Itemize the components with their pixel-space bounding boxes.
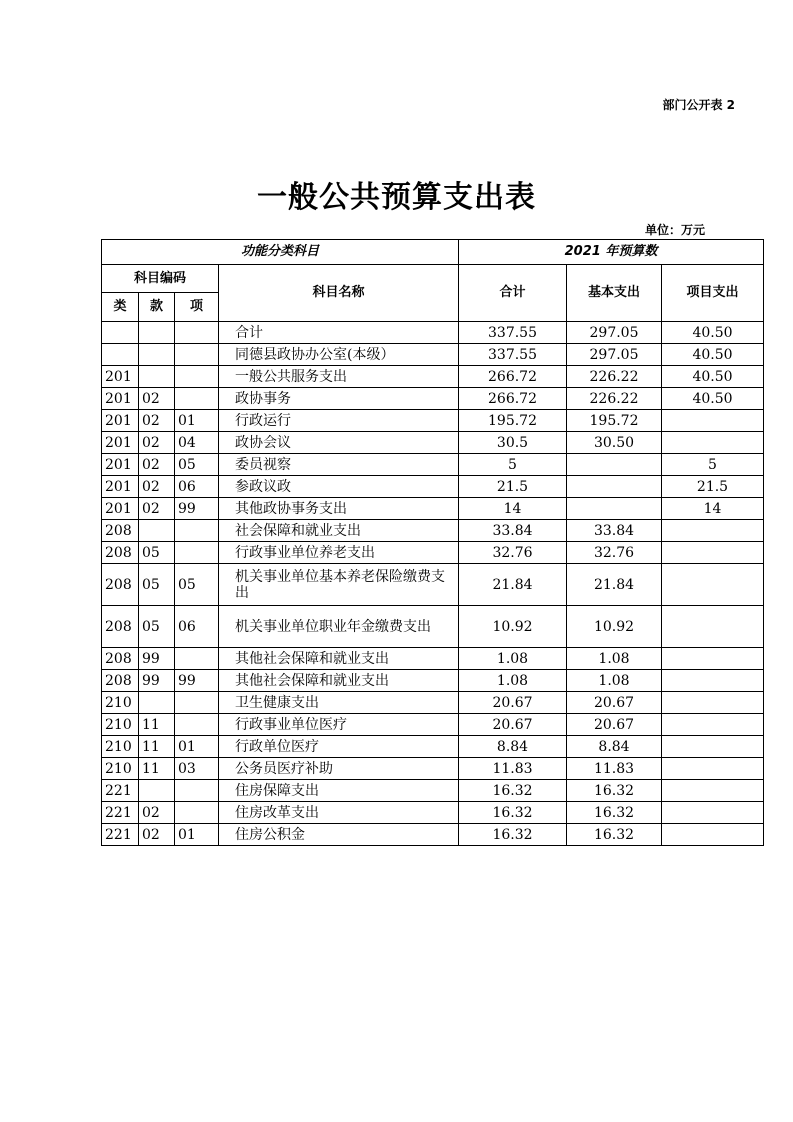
cell-total: 1.08 [459, 648, 567, 670]
cell-kuan: 02 [139, 498, 175, 520]
cell-project [662, 432, 764, 454]
cell-kuan: 02 [139, 824, 175, 846]
cell-kuan: 05 [139, 564, 175, 606]
table-row [102, 410, 764, 432]
cell-lei: 201 [102, 454, 139, 476]
cell-basic: 16.32 [567, 824, 662, 846]
table-row [102, 366, 764, 388]
cell-basic: 1.08 [567, 670, 662, 692]
table-row [102, 824, 764, 846]
cell-xiang [175, 542, 219, 564]
table-row [102, 498, 764, 520]
cell-total: 5 [459, 454, 567, 476]
cell-basic: 10.92 [567, 606, 662, 648]
budget-table [101, 239, 764, 846]
table-row [102, 542, 764, 564]
table-row [102, 432, 764, 454]
cell-xiang [175, 520, 219, 542]
header-row-2 [102, 265, 764, 293]
cell-kuan: 02 [139, 802, 175, 824]
cell-xiang: 05 [175, 454, 219, 476]
cell-xiang [175, 802, 219, 824]
cell-basic: 226.22 [567, 388, 662, 410]
cell-project: 40.50 [662, 388, 764, 410]
table-row [102, 564, 764, 606]
cell-basic: 32.76 [567, 542, 662, 564]
cell-total: 11.83 [459, 758, 567, 780]
cell-xiang [175, 648, 219, 670]
cell-kuan: 02 [139, 432, 175, 454]
header-total: 合计 [459, 265, 567, 322]
table-row [102, 606, 764, 648]
cell-total: 16.32 [459, 824, 567, 846]
cell-basic: 20.67 [567, 692, 662, 714]
header-group-row [102, 240, 764, 265]
cell-project [662, 692, 764, 714]
cell-lei: 208 [102, 606, 139, 648]
cell-project: 40.50 [662, 322, 764, 344]
cell-xiang: 06 [175, 606, 219, 648]
cell-lei: 208 [102, 520, 139, 542]
cell-project: 21.5 [662, 476, 764, 498]
cell-kuan: 11 [139, 736, 175, 758]
header-xiang: 项 [175, 293, 219, 322]
cell-basic: 33.84 [567, 520, 662, 542]
cell-xiang: 01 [175, 736, 219, 758]
cell-kuan: 99 [139, 670, 175, 692]
cell-basic: 297.05 [567, 344, 662, 366]
cell-total: 337.55 [459, 322, 567, 344]
cell-subject-name: 行政事业单位养老支出 [219, 542, 459, 564]
cell-basic: 16.32 [567, 780, 662, 802]
cell-subject-name: 委员视察 [219, 454, 459, 476]
cell-kuan: 02 [139, 388, 175, 410]
table-row [102, 344, 764, 366]
cell-xiang [175, 366, 219, 388]
cell-xiang [175, 322, 219, 344]
cell-basic: 8.84 [567, 736, 662, 758]
cell-project [662, 758, 764, 780]
cell-subject-name: 其他政协事务支出 [219, 498, 459, 520]
cell-total: 266.72 [459, 388, 567, 410]
cell-xiang [175, 714, 219, 736]
cell-total: 337.55 [459, 344, 567, 366]
cell-kuan: 11 [139, 714, 175, 736]
cell-xiang: 04 [175, 432, 219, 454]
cell-xiang [175, 692, 219, 714]
cell-lei: 201 [102, 432, 139, 454]
unit-label: 单位：万元 [644, 223, 705, 237]
cell-subject-name: 行政运行 [219, 410, 459, 432]
cell-kuan: 02 [139, 410, 175, 432]
cell-total: 1.08 [459, 670, 567, 692]
table-row [102, 648, 764, 670]
cell-project [662, 736, 764, 758]
table-row [102, 736, 764, 758]
cell-xiang [175, 780, 219, 802]
header-project-expense: 项目支出 [662, 265, 764, 322]
cell-total: 30.5 [459, 432, 567, 454]
cell-subject-name: 行政事业单位医疗 [219, 714, 459, 736]
cell-kuan [139, 366, 175, 388]
header-function-category: 功能分类科目 [102, 240, 459, 265]
cell-subject-name: 政协会议 [219, 432, 459, 454]
cell-xiang [175, 344, 219, 366]
cell-project [662, 410, 764, 432]
cell-project [662, 520, 764, 542]
cell-kuan [139, 520, 175, 542]
cell-subject-name: 参政议政 [219, 476, 459, 498]
cell-subject-name: 住房保障支出 [219, 780, 459, 802]
cell-lei: 208 [102, 648, 139, 670]
cell-project [662, 780, 764, 802]
cell-project: 40.50 [662, 366, 764, 388]
cell-subject-name: 同德县政协办公室(本级） [219, 344, 459, 366]
cell-lei: 208 [102, 670, 139, 692]
cell-subject-name: 行政单位医疗 [219, 736, 459, 758]
header-budget-year: 2021 年预算数 [459, 240, 764, 265]
cell-lei: 201 [102, 476, 139, 498]
table-row [102, 476, 764, 498]
cell-total: 20.67 [459, 714, 567, 736]
cell-project [662, 564, 764, 606]
table-row [102, 802, 764, 824]
cell-kuan: 02 [139, 476, 175, 498]
cell-total: 266.72 [459, 366, 567, 388]
cell-subject-name: 公务员医疗补助 [219, 758, 459, 780]
cell-basic: 226.22 [567, 366, 662, 388]
cell-xiang: 99 [175, 670, 219, 692]
cell-basic: 11.83 [567, 758, 662, 780]
cell-basic: 30.50 [567, 432, 662, 454]
cell-kuan [139, 692, 175, 714]
cell-project: 5 [662, 454, 764, 476]
cell-total: 10.92 [459, 606, 567, 648]
cell-subject-name: 机关事业单位职业年金缴费支出 [219, 606, 459, 648]
cell-lei: 210 [102, 758, 139, 780]
cell-kuan [139, 780, 175, 802]
cell-xiang: 06 [175, 476, 219, 498]
table-row [102, 780, 764, 802]
cell-lei: 201 [102, 366, 139, 388]
table-row [102, 670, 764, 692]
cell-xiang: 03 [175, 758, 219, 780]
cell-project [662, 648, 764, 670]
cell-project [662, 670, 764, 692]
table-number-label: 部门公开表 2 [662, 98, 735, 112]
cell-subject-name: 卫生健康支出 [219, 692, 459, 714]
cell-lei [102, 322, 139, 344]
cell-project [662, 824, 764, 846]
cell-total: 14 [459, 498, 567, 520]
cell-xiang [175, 388, 219, 410]
cell-lei: 221 [102, 824, 139, 846]
cell-lei: 201 [102, 498, 139, 520]
cell-subject-name: 其他社会保障和就业支出 [219, 670, 459, 692]
cell-subject-name: 一般公共服务支出 [219, 366, 459, 388]
table-row [102, 758, 764, 780]
cell-project [662, 802, 764, 824]
cell-total: 21.84 [459, 564, 567, 606]
cell-lei: 201 [102, 388, 139, 410]
cell-lei: 201 [102, 410, 139, 432]
cell-xiang: 01 [175, 824, 219, 846]
cell-subject-name: 社会保障和就业支出 [219, 520, 459, 542]
cell-basic: 297.05 [567, 322, 662, 344]
cell-total: 21.5 [459, 476, 567, 498]
cell-total: 8.84 [459, 736, 567, 758]
table-row [102, 454, 764, 476]
cell-xiang: 99 [175, 498, 219, 520]
header-kuan: 款 [139, 293, 175, 322]
cell-subject-name: 机关事业单位基本养老保险缴费支出 [219, 564, 459, 606]
cell-kuan: 05 [139, 542, 175, 564]
cell-kuan: 02 [139, 454, 175, 476]
cell-kuan [139, 344, 175, 366]
cell-total: 16.32 [459, 780, 567, 802]
header-subject-name: 科目名称 [219, 265, 459, 322]
cell-basic [567, 498, 662, 520]
table-row [102, 692, 764, 714]
cell-subject-name: 合计 [219, 322, 459, 344]
cell-subject-name: 住房改革支出 [219, 802, 459, 824]
cell-basic [567, 454, 662, 476]
header-code-group: 科目编码 [102, 265, 219, 293]
table-row [102, 322, 764, 344]
cell-total: 20.67 [459, 692, 567, 714]
cell-basic: 21.84 [567, 564, 662, 606]
table-row [102, 714, 764, 736]
cell-project: 40.50 [662, 344, 764, 366]
cell-total: 32.76 [459, 542, 567, 564]
cell-xiang: 01 [175, 410, 219, 432]
cell-lei: 208 [102, 564, 139, 606]
table-row [102, 388, 764, 410]
page-title: 一般公共预算支出表 [257, 180, 536, 215]
table-body [102, 322, 764, 846]
header-lei: 类 [102, 293, 139, 322]
cell-lei: 221 [102, 780, 139, 802]
cell-subject-name: 政协事务 [219, 388, 459, 410]
cell-basic: 16.32 [567, 802, 662, 824]
table-row [102, 520, 764, 542]
cell-lei: 210 [102, 736, 139, 758]
cell-total: 195.72 [459, 410, 567, 432]
cell-total: 16.32 [459, 802, 567, 824]
cell-xiang: 05 [175, 564, 219, 606]
cell-total: 33.84 [459, 520, 567, 542]
cell-project: 14 [662, 498, 764, 520]
cell-basic: 195.72 [567, 410, 662, 432]
cell-project [662, 542, 764, 564]
cell-lei: 221 [102, 802, 139, 824]
cell-basic: 1.08 [567, 648, 662, 670]
cell-kuan: 05 [139, 606, 175, 648]
cell-basic [567, 476, 662, 498]
cell-kuan [139, 322, 175, 344]
cell-basic: 20.67 [567, 714, 662, 736]
cell-kuan: 99 [139, 648, 175, 670]
cell-lei: 208 [102, 542, 139, 564]
cell-project [662, 606, 764, 648]
header-basic-expense: 基本支出 [567, 265, 662, 322]
cell-lei [102, 344, 139, 366]
cell-kuan: 11 [139, 758, 175, 780]
cell-lei: 210 [102, 692, 139, 714]
cell-subject-name: 其他社会保障和就业支出 [219, 648, 459, 670]
cell-lei: 210 [102, 714, 139, 736]
cell-subject-name: 住房公积金 [219, 824, 459, 846]
cell-project [662, 714, 764, 736]
